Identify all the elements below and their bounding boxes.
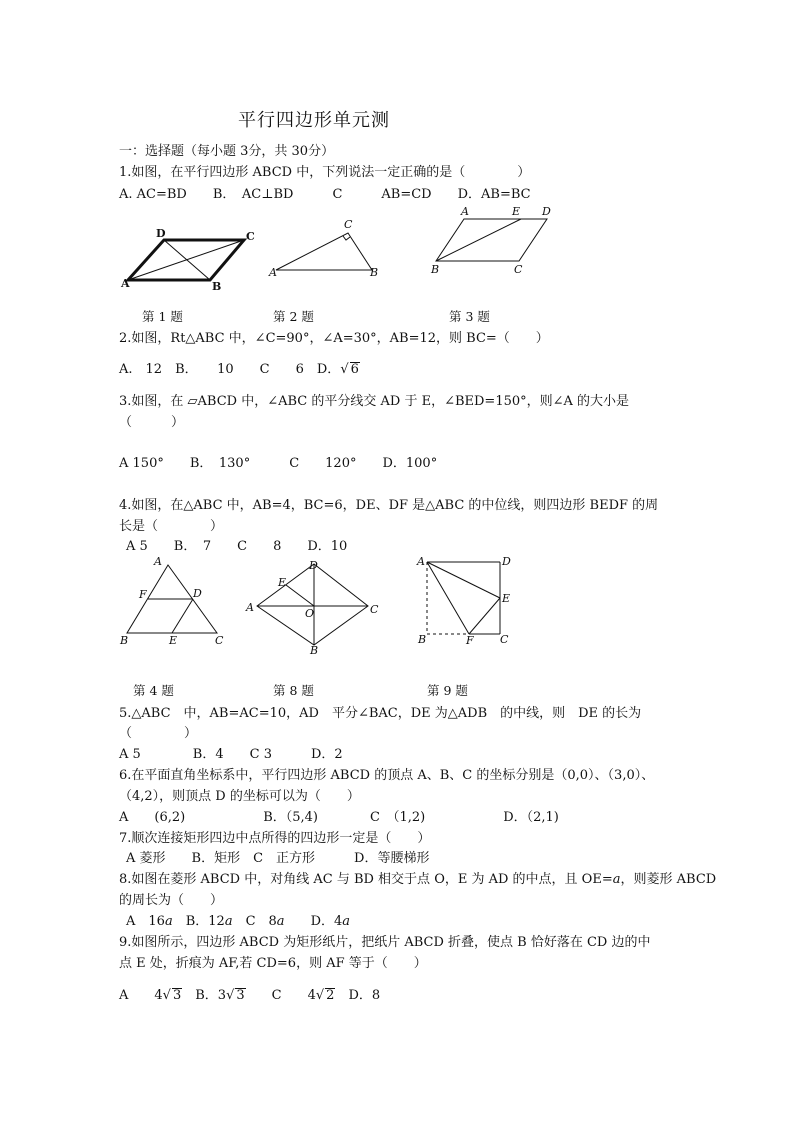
question-4-stem-line1: 4.如图，在△ABC 中，AB=4，BC=6，DE、DF 是△ABC 的中位线，则四边形 BEDF 的周 bbox=[119, 498, 659, 513]
sqrt-sign: √ bbox=[340, 362, 349, 377]
fig8-label-b: B bbox=[310, 644, 319, 657]
question-2-stem: 2.如图，Rt△ABC 中，∠C=90°，∠A=30°，AB=12，则 BC=（ ） bbox=[119, 331, 549, 346]
fig9-label-c: C bbox=[500, 633, 509, 646]
fig9-label-b: B bbox=[418, 633, 427, 646]
question-3-options: A 150° B． 130° C 120° D．100° bbox=[119, 456, 438, 471]
fig3-label-e: E bbox=[512, 205, 521, 218]
question-8-options: A 16a B．12a C 8a D．4a bbox=[126, 914, 351, 929]
fig1-label-c: C bbox=[246, 230, 255, 243]
fig8-label-d: D bbox=[309, 559, 318, 572]
figure-3-parallelogram bbox=[428, 205, 563, 277]
question-5-options: A 5 B．4 C 3 D．2 bbox=[119, 747, 343, 762]
fig1-label-b: B bbox=[212, 280, 222, 293]
fig3-label-a: A bbox=[461, 205, 469, 218]
question-7-options: A 菱形 B．矩形 C 正方形 D．等腰梯形 bbox=[126, 851, 430, 866]
segment-ef bbox=[469, 598, 500, 634]
figure-9-caption: 第 9 题 bbox=[427, 683, 468, 698]
fig8-label-e: E bbox=[278, 576, 287, 589]
question-6-stem-line2: （4,2），则顶点 D 的坐标可以为（ ） bbox=[119, 789, 360, 804]
fig8-label-o: O bbox=[305, 607, 315, 620]
fig4-label-d: D bbox=[193, 587, 202, 600]
section-heading: 一：选择题（每小题 3分，共 30分） bbox=[119, 144, 335, 159]
fig1-label-d: D bbox=[156, 227, 166, 240]
fig9-label-a: A bbox=[417, 555, 425, 568]
figure-8-rhombus bbox=[243, 555, 383, 655]
figure-8-caption: 第 8 题 bbox=[273, 683, 314, 698]
sqrt-sign: √ bbox=[226, 988, 235, 1003]
question-8-stem-line2: 的周长为（ ） bbox=[119, 893, 224, 908]
fig9-label-d: D bbox=[502, 555, 511, 568]
fig3-label-b: B bbox=[431, 263, 440, 276]
figure-3-caption: 第 3 题 bbox=[449, 309, 490, 324]
fig4-label-f: F bbox=[139, 588, 147, 601]
figure-4-caption: 第 4 题 bbox=[133, 683, 174, 698]
question-9-stem-line1: 9.如图所示，四边形 ABCD 为矩形纸片，把纸片 ABCD 折叠，使点 B 恰好落在 CD 边的中 bbox=[119, 935, 651, 950]
figure-2-caption: 第 2 题 bbox=[273, 309, 314, 324]
fig3-label-d: D bbox=[542, 205, 551, 218]
fig9-label-e: E bbox=[502, 592, 511, 605]
fig2-label-a: A bbox=[269, 266, 277, 279]
question-9-stem-line2: 点 E 处，折痕为 AF,若 CD=6，则 AF 等于（ ） bbox=[119, 956, 427, 971]
segment-oe bbox=[286, 585, 314, 606]
fig2-label-c: C bbox=[344, 218, 353, 231]
triangle-outline bbox=[276, 233, 372, 270]
fig8-label-c: C bbox=[370, 603, 379, 616]
question-5-stem-line2: （ ） bbox=[119, 726, 198, 741]
fig4-label-e: E bbox=[169, 634, 178, 647]
figure-9-folded-rectangle bbox=[414, 553, 524, 648]
right-angle-mark bbox=[343, 236, 350, 240]
figure-4-triangle-midlines bbox=[117, 553, 232, 648]
segment-be bbox=[436, 219, 521, 261]
question-4-stem-line2: 长是（ ） bbox=[119, 519, 224, 534]
fig8-label-a: A bbox=[246, 601, 254, 614]
sqrt-sign: √ bbox=[162, 988, 171, 1003]
fig4-label-c: C bbox=[215, 634, 224, 647]
figure-1-parallelogram bbox=[118, 222, 268, 297]
fig1-label-a: A bbox=[121, 277, 130, 290]
midline-de bbox=[172, 599, 193, 633]
fig4-label-b: B bbox=[120, 634, 129, 647]
parallelogram-outline bbox=[436, 219, 547, 261]
sqrt-sign: √ bbox=[315, 988, 325, 1003]
fig4-label-a: A bbox=[154, 555, 162, 568]
diagonal-bd bbox=[164, 240, 210, 280]
figure-1-caption: 第 1 题 bbox=[142, 309, 183, 324]
question-6-options: A (6,2) B．（5,4) C （1,2) D．（2,1) bbox=[119, 810, 559, 825]
question-5-stem-line1: 5.△ABC 中，AB=AC=10，AD 平分∠BAC，DE 为△ADB 的中线，则 DE 的长为 bbox=[119, 706, 642, 721]
question-6-stem-line1: 6.在平面直角坐标系中，平行四边形 ABCD 的顶点 A、B、C 的坐标分别是（0,0）、（3,0）、 bbox=[119, 768, 655, 783]
question-1-stem: 1.如图，在平行四边形 ABCD 中，下列说法一定正确的是（ ） bbox=[119, 165, 531, 180]
question-1-options: A. AC=BD B． AC⊥BD C AB=CD D．AB=BC bbox=[119, 187, 531, 202]
question-7-stem: 7.顺次连接矩形四边中点所得的四边形一定是（ ） bbox=[119, 831, 431, 846]
fig2-label-b: B bbox=[370, 266, 379, 279]
question-8-stem-line1: 8.如图在菱形 ABCD 中，对角线 AC 与 BD 相交于点 O，E 为 AD 的中点，且 OE=a，则菱形 ABCD bbox=[119, 872, 717, 887]
question-3-stem-line2: （ ） bbox=[119, 415, 185, 430]
question-9-options: A 4√ 3 B．3√ 3 C 4√ 2 D．8 bbox=[119, 988, 381, 1003]
figure-2-right-triangle bbox=[266, 218, 386, 283]
fig9-label-f: F bbox=[466, 634, 474, 647]
question-2-options: A. 12 B． 10 C 6 D．√ 6 bbox=[119, 362, 359, 377]
question-4-options: A 5 B． 7 C 8 D．10 bbox=[126, 539, 348, 554]
fig3-label-c: C bbox=[514, 263, 523, 276]
question-3-stem-line1: 3.如图，在 ▱ABCD 中，∠ABC 的平分线交 AD 于 E，∠BED=150°，则∠A 的大小是 bbox=[119, 394, 630, 409]
page-title: 平行四边形单元测 bbox=[238, 110, 390, 131]
